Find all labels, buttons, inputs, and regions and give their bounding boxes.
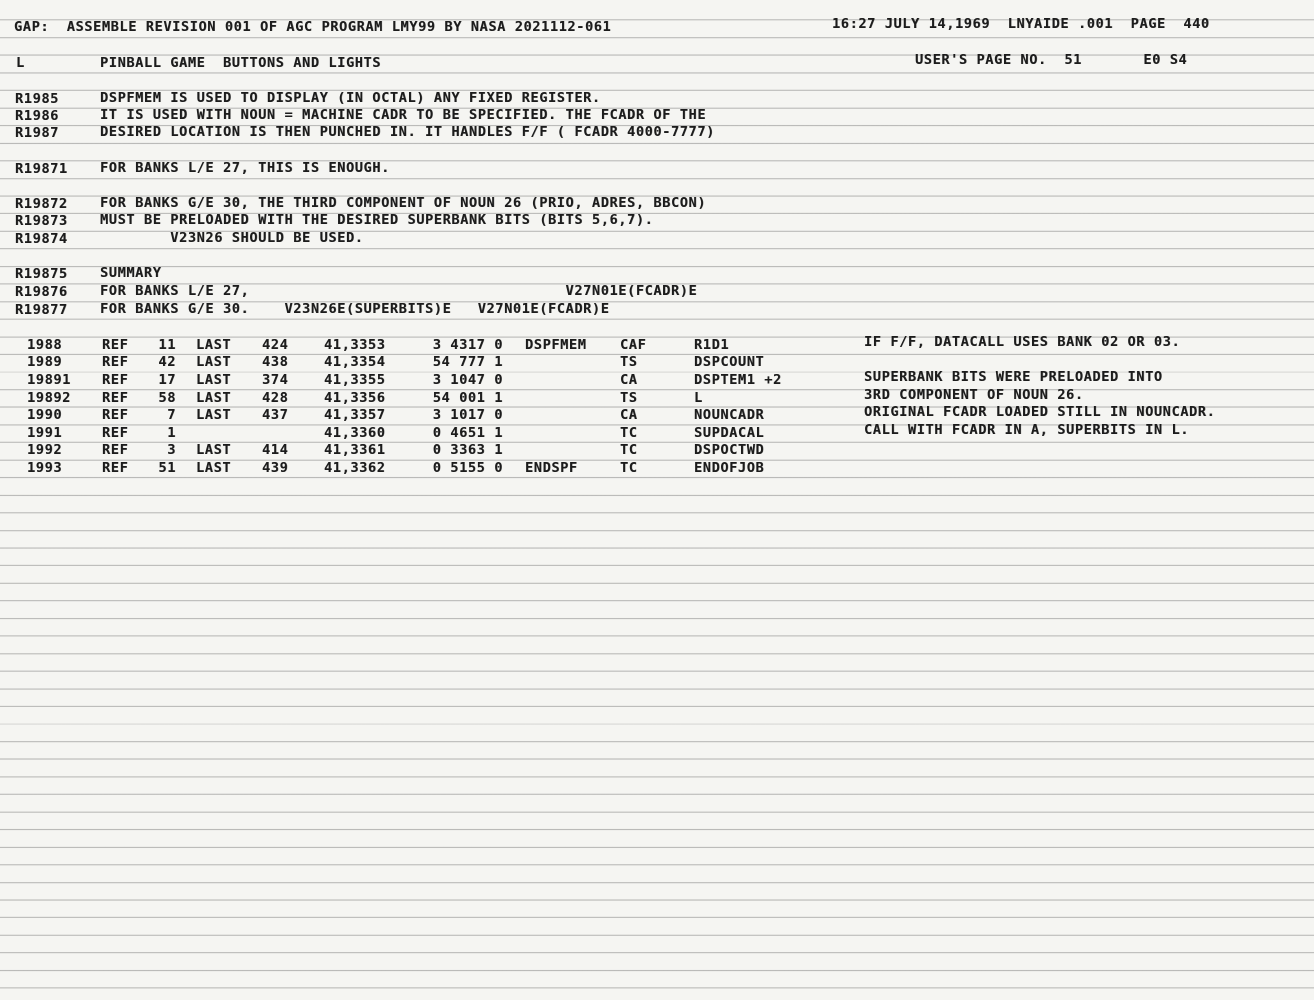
opcode: TC <box>620 442 638 458</box>
last-keyword: LAST <box>196 372 232 388</box>
ref-count: 1 <box>167 425 176 441</box>
last-keyword: LAST <box>196 390 232 406</box>
remark-number: R19871 <box>15 161 68 177</box>
last-number: 438 <box>262 354 289 370</box>
last-number: 414 <box>262 442 289 458</box>
comment: ORIGINAL FCADR LOADED STILL IN NOUNCADR. <box>864 404 1216 420</box>
header-assembly-line: GAP: ASSEMBLE REVISION 001 OF AGC PROGRAM LMY99 BY NASA 2021112-061 <box>14 19 612 35</box>
remark-number: R19877 <box>15 302 68 318</box>
remark-text: FOR BANKS G/E 30, THE THIRD COMPONENT OF NOUN 26 (PRIO, ADRES, BBCON) <box>100 195 707 211</box>
header-section-title: PINBALL GAME BUTTONS AND LIGHTS <box>100 55 382 71</box>
operand: ENDOFJOB <box>694 460 765 476</box>
address: 41,3357 <box>324 407 386 423</box>
octal-code: 0 3363 1 <box>432 442 503 458</box>
line-number: 19892 <box>27 390 71 406</box>
header-marker: L <box>16 55 25 71</box>
ref-keyword: REF <box>102 354 129 370</box>
ref-keyword: REF <box>102 460 129 476</box>
ref-keyword: REF <box>102 372 129 388</box>
remark-number: R19876 <box>15 284 68 300</box>
remark-text: FOR BANKS L/E 27, V27N01E(FCADR)E <box>100 283 698 299</box>
line-number: 1993 <box>27 460 63 476</box>
ref-keyword: REF <box>102 425 129 441</box>
octal-code: 54 001 1 <box>432 390 503 406</box>
remark-number: R19873 <box>15 213 68 229</box>
comment: 3RD COMPONENT OF NOUN 26. <box>864 387 1084 403</box>
last-number: 428 <box>262 390 289 406</box>
operand: SUPDACAL <box>694 425 765 441</box>
line-number: 1990 <box>27 407 63 423</box>
operand: R1D1 <box>694 337 730 353</box>
last-keyword: LAST <box>196 460 232 476</box>
remark-number: R1987 <box>15 125 59 141</box>
ref-keyword: REF <box>102 407 129 423</box>
address: 41,3355 <box>324 372 386 388</box>
opcode: TC <box>620 460 638 476</box>
remark-text: FOR BANKS G/E 30. V23N26E(SUPERBITS)E V27N01E(FCADR)E <box>100 301 610 317</box>
octal-code: 3 1047 0 <box>432 372 503 388</box>
remark-text: FOR BANKS L/E 27, THIS IS ENOUGH. <box>100 160 390 176</box>
remark-number: R19872 <box>15 196 68 212</box>
remark-text: DSPFMEM IS USED TO DISPLAY (IN OCTAL) ANY FIXED REGISTER. <box>100 90 601 106</box>
line-number: 1988 <box>27 337 63 353</box>
last-number: 437 <box>262 407 289 423</box>
octal-code: 3 1017 0 <box>432 407 503 423</box>
ref-count: 7 <box>167 407 176 423</box>
remark-number: R19875 <box>15 266 68 282</box>
remark-number: R1985 <box>15 91 59 107</box>
octal-code: 54 777 1 <box>432 354 503 370</box>
address: 41,3353 <box>324 337 386 353</box>
opcode: TC <box>620 425 638 441</box>
operand: DSPOCTWD <box>694 442 765 458</box>
last-keyword: LAST <box>196 354 232 370</box>
operand: L <box>694 390 703 406</box>
remark-number: R19874 <box>15 231 68 247</box>
comment: IF F/F, DATACALL USES BANK 02 OR 03. <box>864 334 1181 350</box>
remark-text: DESIRED LOCATION IS THEN PUNCHED IN. IT HANDLES F/F ( FCADR 4000-7777) <box>100 124 715 140</box>
header-date-page: 16:27 JULY 14,1969 LNYAIDE .001 PAGE 440 <box>832 16 1210 32</box>
operand: DSPCOUNT <box>694 354 765 370</box>
opcode: CAF <box>620 337 647 353</box>
ref-count: 42 <box>158 354 176 370</box>
ref-keyword: REF <box>102 442 129 458</box>
ref-keyword: REF <box>102 390 129 406</box>
opcode: CA <box>620 372 638 388</box>
octal-code: 3 4317 0 <box>432 337 503 353</box>
ref-count: 17 <box>158 372 176 388</box>
last-keyword: LAST <box>196 407 232 423</box>
octal-code: 0 4651 1 <box>432 425 503 441</box>
address: 41,3362 <box>324 460 386 476</box>
remark-text: SUMMARY <box>100 265 162 281</box>
address: 41,3356 <box>324 390 386 406</box>
address: 41,3354 <box>324 354 386 370</box>
opcode: CA <box>620 407 638 423</box>
ref-keyword: REF <box>102 337 129 353</box>
last-keyword: LAST <box>196 337 232 353</box>
octal-code: 0 5155 0 <box>432 460 503 476</box>
last-number: 439 <box>262 460 289 476</box>
remark-text: IT IS USED WITH NOUN = MACHINE CADR TO BE SPECIFIED. THE FCADR OF THE <box>100 107 707 123</box>
line-number: 19891 <box>27 372 71 388</box>
address: 41,3360 <box>324 425 386 441</box>
remark-text: V23N26 SHOULD BE USED. <box>100 230 364 246</box>
opcode: TS <box>620 354 638 370</box>
last-number: 374 <box>262 372 289 388</box>
comment: CALL WITH FCADR IN A, SUPERBITS IN L. <box>864 422 1190 438</box>
last-number: 424 <box>262 337 289 353</box>
comment: SUPERBANK BITS WERE PRELOADED INTO <box>864 369 1163 385</box>
symbol-label: DSPFMEM <box>525 337 587 353</box>
operand: DSPTEM1 +2 <box>694 372 782 388</box>
address: 41,3361 <box>324 442 386 458</box>
ref-count: 3 <box>167 442 176 458</box>
last-keyword: LAST <box>196 442 232 458</box>
line-number: 1989 <box>27 354 63 370</box>
operand: NOUNCADR <box>694 407 765 423</box>
line-number: 1991 <box>27 425 63 441</box>
remark-text: MUST BE PRELOADED WITH THE DESIRED SUPERBANK BITS (BITS 5,6,7). <box>100 212 654 228</box>
line-number: 1992 <box>27 442 63 458</box>
opcode: TS <box>620 390 638 406</box>
symbol-label: ENDSPF <box>525 460 578 476</box>
ref-count: 11 <box>158 337 176 353</box>
ref-count: 51 <box>158 460 176 476</box>
ref-count: 58 <box>158 390 176 406</box>
remark-number: R1986 <box>15 108 59 124</box>
header-user-page: USER'S PAGE NO. 51 E0 S4 <box>915 52 1188 68</box>
